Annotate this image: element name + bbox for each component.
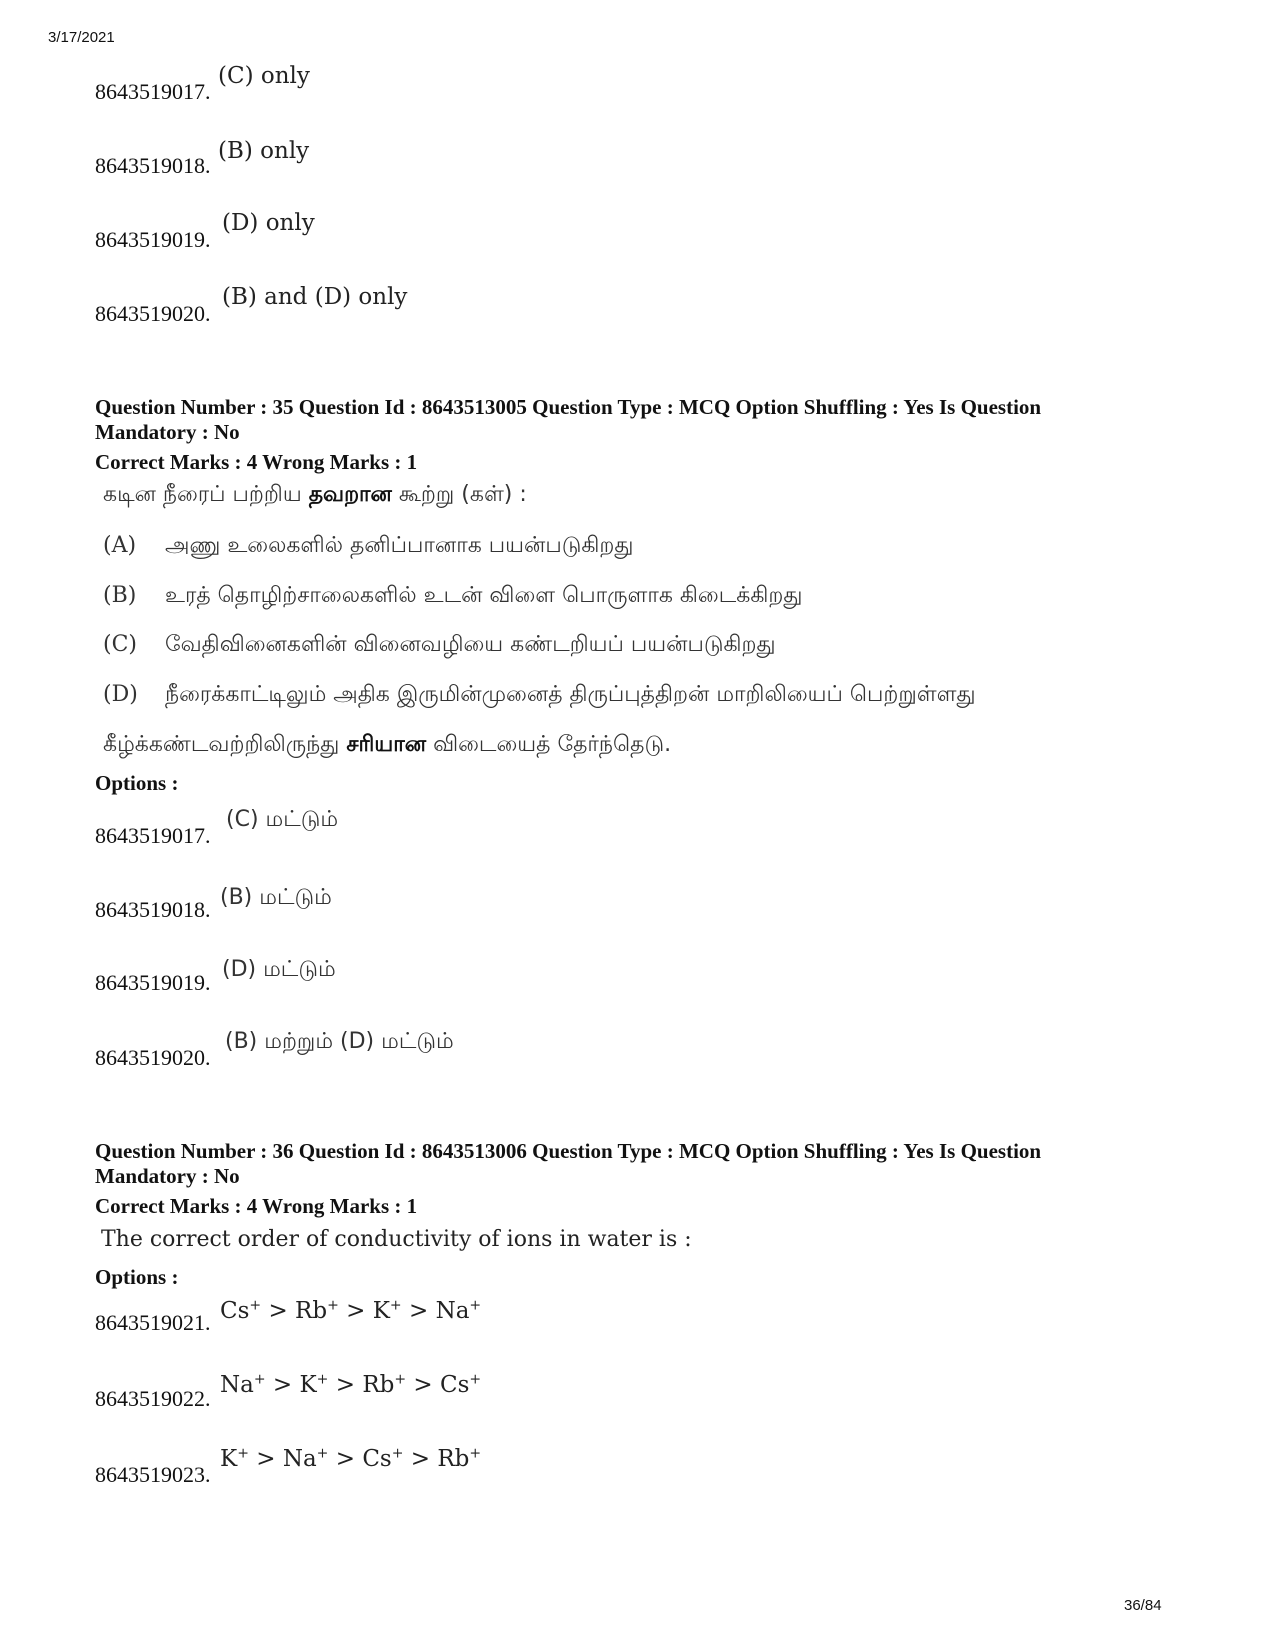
question-header: Question Number : 36 Question Id : 8643513006 Question Type : MCQ Option Shuffling : Yes Is Question — [95, 1139, 1042, 1163]
option-text: (C) only — [218, 63, 310, 89]
order-separator: > — [401, 1298, 436, 1324]
ion-symbol: Cs+ — [220, 1297, 262, 1324]
statement-item: (C) வேதிவினைகளின் வினைவழியை கண்டறியப் பயன்படுகிறது — [103, 632, 776, 657]
question-header-cont: Mandatory : No — [95, 420, 240, 444]
option-ion-order — [220, 1372, 481, 1398]
order-separator: > — [328, 1446, 363, 1472]
ion-charge: + — [327, 1297, 339, 1314]
order-separator: > — [248, 1446, 283, 1472]
option-text: (B) மற்றும் (D) மட்டும் — [225, 1029, 454, 1054]
question-instruction: கீழ்க்கண்டவற்றிலிருந்து சரியான விடையைத் தேர்ந்தெடு. — [103, 732, 672, 757]
order-separator: > — [406, 1372, 440, 1398]
ion-symbol: Cs+ — [362, 1445, 404, 1472]
ion-charge: + — [316, 1445, 329, 1462]
page-number: 36/84 — [1124, 1597, 1162, 1614]
statement-item: (D) நீரைக்காட்டிலும் அதிக இருமின்முனைத் திருப்புத்திறன் மாறிலியைப் பெற்றுள்ளது — [103, 682, 976, 707]
order-separator: > — [265, 1372, 300, 1398]
question-stem: The correct order of conductivity of ions in water is : — [101, 1227, 692, 1252]
ion-symbol: Rb+ — [295, 1297, 339, 1324]
option-id: 8643519019. — [95, 227, 211, 252]
options-label: Options : — [95, 771, 179, 795]
option-ion-order — [220, 1298, 481, 1324]
option-id: 8643519017. — [95, 79, 211, 104]
option-id: 8643519019. — [95, 970, 211, 995]
option-text: (B) only — [218, 138, 310, 164]
options-label: Options : — [95, 1265, 179, 1289]
statement-item: (A) அணு உலைகளில் தனிப்பானாக பயன்படுகிறது — [103, 533, 634, 558]
ion-charge: + — [249, 1297, 262, 1314]
order-separator: > — [338, 1298, 373, 1324]
option-id: 8643519023. — [95, 1462, 211, 1487]
ion-charge: + — [469, 1445, 482, 1462]
order-separator: > — [261, 1298, 296, 1324]
option-text: (D) மட்டும் — [222, 957, 336, 982]
ion-symbol: K+ — [372, 1297, 402, 1324]
option-text: (B) and (D) only — [222, 284, 408, 310]
ion-symbol: Cs+ — [440, 1371, 482, 1398]
option-text: (D) only — [222, 210, 315, 236]
order-separator: > — [403, 1446, 438, 1472]
question-stem: கடின நீரைப் பற்றிய தவறான கூற்று (கள்) : — [103, 482, 527, 507]
ion-symbol: K+ — [299, 1371, 329, 1398]
option-id: 8643519018. — [95, 153, 211, 178]
ion-charge: + — [316, 1371, 329, 1388]
option-text: (B) மட்டும் — [220, 885, 332, 910]
statement-item: (B) உரத் தொழிற்சாலைகளில் உடன் விளை பொருளாக கிடைக்கிறது — [103, 583, 803, 608]
question-marks: Correct Marks : 4 Wrong Marks : 1 — [95, 450, 418, 474]
ion-charge: + — [469, 1371, 482, 1388]
option-id: 8643519021. — [95, 1310, 211, 1335]
ion-charge: + — [237, 1445, 249, 1462]
question-header-cont: Mandatory : No — [95, 1164, 240, 1188]
ion-charge: + — [469, 1297, 482, 1314]
option-text: (C) மட்டும் — [226, 807, 339, 832]
ion-symbol: Na+ — [220, 1371, 266, 1398]
question-marks: Correct Marks : 4 Wrong Marks : 1 — [95, 1194, 418, 1218]
ion-symbol: Na+ — [282, 1445, 329, 1472]
question-header: Question Number : 35 Question Id : 8643513005 Question Type : MCQ Option Shuffling : Yes Is Question — [95, 395, 1042, 419]
ion-charge: + — [391, 1445, 404, 1462]
ion-charge: + — [389, 1297, 402, 1314]
option-ion-order — [220, 1446, 481, 1472]
option-id: 8643519022. — [95, 1386, 211, 1411]
ion-symbol: Na+ — [435, 1297, 482, 1324]
ion-charge: + — [394, 1371, 407, 1388]
option-id: 8643519020. — [95, 1045, 211, 1070]
order-separator: > — [328, 1372, 363, 1398]
ion-symbol: Rb+ — [437, 1445, 482, 1472]
option-id: 8643519018. — [95, 897, 211, 922]
ion-charge: + — [253, 1371, 266, 1388]
option-id: 8643519017. — [95, 823, 211, 848]
ion-symbol: Rb+ — [362, 1371, 407, 1398]
ion-symbol: K+ — [220, 1445, 249, 1472]
print-date: 3/17/2021 — [48, 29, 115, 46]
option-id: 8643519020. — [95, 301, 211, 326]
